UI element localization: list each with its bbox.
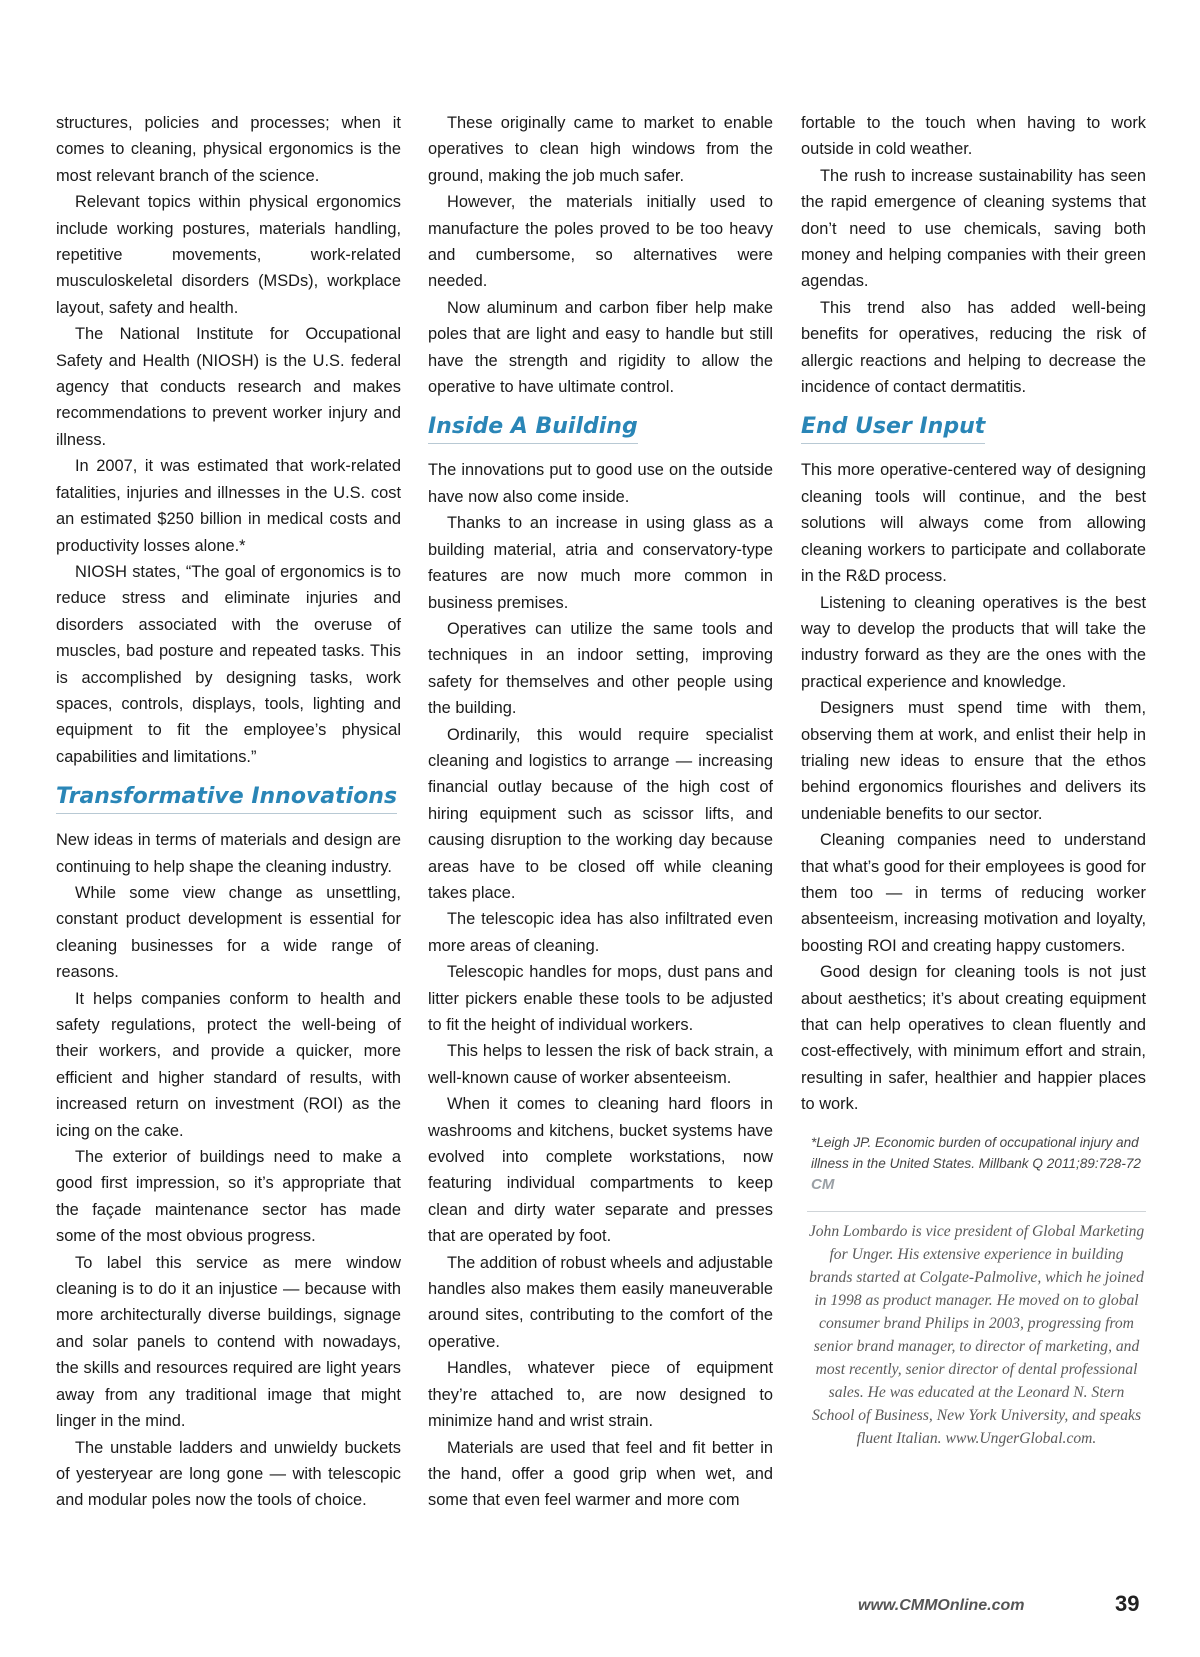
section-heading-transformative-innovations: Transformative Innovations — [56, 782, 401, 814]
paragraph: Operatives can utilize the same tools and techniques in an indoor setting, improving safety for themselves and other people using the building. — [428, 619, 773, 718]
section-heading-end-user-input: End User Input — [801, 412, 1146, 444]
paragraph: It helps companies conform to health and safety regulations, protect the well-being of their workers, and provide a quicker, more efficient and higher standard of results, with increased return on investment (ROI) as the icing on the cake. — [56, 989, 401, 1140]
column-3 — [801, 110, 1146, 1450]
paragraph: The addition of robust wheels and adjustable handles also makes them easily maneuverable around sites, contributing to the comfort of the operative. — [428, 1253, 773, 1351]
paragraph: Handles, whatever piece of equipment they’re attached to, are now designed to minimize hand and wrist strain. — [428, 1359, 773, 1431]
paragraph: This more operative-centered way of designing cleaning tools will continue, and the best solutions will always come from allowing cleaning workers to participate and collaborate in the R&D process. — [801, 461, 1146, 586]
paragraph: The innovations put to good use on the outside have now also come inside. — [428, 461, 773, 506]
footer-website: www.CMMOnline.com — [858, 1597, 1025, 1614]
paragraph: The National Institute for Occupational Safety and Health (NIOSH) is the U.S. federal agency that conducts research and makes recommendations to prevent worker injury and illness. — [56, 325, 401, 449]
paragraph: Listening to cleaning operatives is the best way to develop the products that will take the industry forward as they are the ones with the practical experience and knowledge. — [801, 593, 1146, 691]
paragraph: New ideas in terms of materials and design are continuing to help shape the cleaning industry. — [56, 831, 401, 876]
paragraph: However, the materials initially used to manufacture the poles proved to be too heavy and cumbersome, so alternatives were needed. — [428, 193, 773, 291]
paragraph: Telescopic handles for mops, dust pans and litter pickers enable these tools to be adjusted to fit the height of individual workers. — [428, 963, 773, 1034]
paragraph: This helps to lessen the risk of back strain, a well-known cause of worker absenteeism. — [428, 1042, 773, 1087]
divider — [807, 1211, 1146, 1212]
paragraph: These originally came to market to enable operatives to clean high windows from the ground, making the job much safer. — [428, 114, 773, 185]
end-mark: CM — [811, 1175, 835, 1193]
page-number: 39 — [1115, 1591, 1140, 1616]
paragraph: NIOSH states, “The goal of ergonomics is to reduce stress and eliminate injuries and disorders associated with the overuse of muscles, bad posture and repeated tasks. This is accomplished by designing tasks, work spaces, controls, displays, tools, lighting and equipment to fit the employee’s physical capabilities and limitations.” — [56, 562, 401, 766]
author-bio: John Lombardo is vice president of Global Marketing for Unger. His extensive experience in building brands started at Colgate-Palmolive, which he joined in 1998 as product manager. He moved on to global consumer brand Philips in 2003, progressing from senior brand manager, to director of marketing, and most recently, senior director of dental professional sales. He was educated at the Leonard N. Stern School of Business, New York University, and speaks fluent Italian. www.UngerGlobal.com. — [808, 1222, 1145, 1447]
paragraph: In 2007, it was estimated that work-related fatalities, injuries and illnesses in the U.S. cost an estimated $250 billion in medical costs and productivity losses alone.* — [56, 457, 401, 555]
paragraph: Designers must spend time with them, observing them at work, and enlist their help in trialing new ideas to ensure that the ethos behind ergonomics flourishes and delivers its undeniable benefits to our sector. — [801, 699, 1146, 823]
section-heading-inside-a-building: Inside A Building — [428, 412, 773, 444]
paragraph: Materials are used that feel and fit better in the hand, offer a good grip when wet, and some that even feel warmer and more com — [428, 1438, 773, 1510]
column-1 — [56, 110, 401, 1514]
footnote-text: *Leigh JP. Economic burden of occupational injury and illness in the United States. Millbank Q 2011;89:728-72 — [811, 1134, 1141, 1171]
paragraph: When it comes to cleaning hard floors in washrooms and kitchens, bucket systems have evolved into complete workstations, now featuring individual compartments to keep clean and dirty water separate and presses that are operated by foot. — [428, 1095, 773, 1246]
paragraph: While some view change as unsettling, constant product development is essential for cleaning businesses for a wide range of reasons. — [56, 883, 401, 982]
paragraph: Ordinarily, this would require specialist cleaning and logistics to arrange — increasing financial outlay because of the high cost of hiring equipment such as scissor lifts, and causing disruption to the working day because areas have to be closed off while cleaning takes place. — [428, 725, 773, 902]
paragraph: Cleaning companies need to understand that what’s good for their employees is good for them too — in terms of reducing worker absenteeism, increasing motivation and loyalty, boosting ROI and creating happy customers. — [801, 831, 1146, 955]
paragraph: The rush to increase sustainability has seen the rapid emergence of cleaning systems that don’t need to use chemicals, saving both money and helping companies with their green agendas. — [801, 166, 1146, 291]
paragraph: The exterior of buildings need to make a good first impression, so it’s appropriate that the façade maintenance sector has made some of the most obvious progress. — [56, 1148, 401, 1246]
paragraph: This trend also has added well-being benefits for operatives, reducing the risk of allergic reactions and helping to decrease the incidence of contact dermatitis. — [801, 298, 1146, 397]
paragraph: Good design for cleaning tools is not just about aesthetics; it’s about creating equipment that can help operatives to clean fluently and cost-effectively, with minimum effort and strain, resulting in safer, healthier and happier places to work. — [801, 963, 1146, 1114]
footnote — [811, 1132, 1146, 1195]
paragraph: Thanks to an increase in using glass as a building material, atria and conservatory-type features are now much more common in business premises. — [428, 514, 773, 612]
paragraph: fortable to the touch when having to work outside in cold weather. — [801, 114, 1146, 159]
column-2 — [428, 110, 773, 1514]
paragraph: Now aluminum and carbon fiber help make poles that are light and easy to handle but still have the strength and rigidity to allow the operative to have ultimate control. — [428, 298, 773, 397]
paragraph: structures, policies and processes; when it comes to cleaning, physical ergonomics is the most relevant branch of the science. — [56, 114, 401, 185]
paragraph: To label this service as mere window cleaning is to do it an injustice — because with more architecturally diverse buildings, signage and solar panels to contend with nowadays, the skills and resources required are light years away from any traditional image that might linger in the mind. — [56, 1253, 401, 1431]
paragraph: Relevant topics within physical ergonomics include working postures, materials handling, repetitive movements, work-related musculoskeletal disorders (MSDs), workplace layout, safety and health. — [56, 193, 401, 317]
paragraph: The telescopic idea has also infiltrated even more areas of cleaning. — [428, 910, 773, 955]
paragraph: The unstable ladders and unwieldy buckets of yesteryear are long gone — with telescopic and modular poles now the tools of choice. — [56, 1438, 401, 1510]
